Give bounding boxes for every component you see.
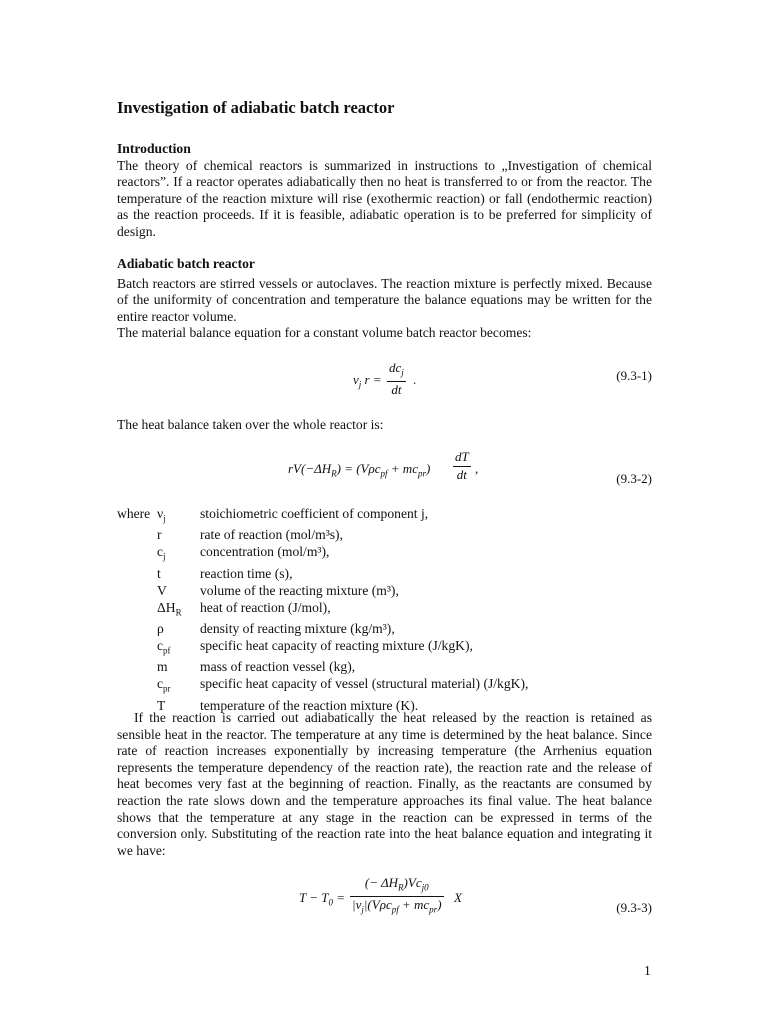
symbol-subscript: j [163,513,166,524]
symbol-subscript: pf [163,645,171,656]
definition-symbol [157,566,200,583]
definitions-list [117,506,528,715]
eq1-denominator: dt [391,382,402,398]
symbol-text: t [157,565,161,581]
definition-description: temperature of the reaction mixture (K). [200,697,419,713]
where-label: where [117,506,151,521]
symbol-text: c [157,676,164,692]
adiabatic-batch-section [117,256,652,342]
page-number: 1 [644,963,651,978]
symbol-text: m [157,659,168,675]
definition-description: density of reacting mixture (kg/m³), [200,620,395,636]
symbol-text: c [157,544,164,560]
page-title: Investigation of adiabatic batch reactor [117,98,395,117]
definition-symbol [157,600,200,621]
definition-row [117,544,528,565]
equation-9-3-1 [117,358,652,398]
definition-row [117,527,528,544]
introduction-heading: Introduction [117,141,191,156]
definition-description: concentration (mol/m³), [200,544,330,560]
where-label [117,544,157,565]
definition-symbol [157,676,200,697]
symbol-subscript: pr [163,683,171,694]
where-label [117,583,157,600]
definition-description: reaction time (s), [200,565,293,581]
definition-row [117,638,528,659]
definition-description: rate of reaction (mol/m³s), [200,527,343,543]
definition-row [117,621,528,638]
eq1-tail: . [413,372,417,387]
introduction-section [117,141,652,241]
definition-description: mass of reaction vessel (kg), [200,659,356,675]
equation-number-9-3-1: (9.3-1) [616,368,652,383]
definition-description: volume of the reacting mixture (m³), [200,582,399,598]
symbol-subscript: j [163,552,166,563]
definition-symbol [157,621,200,638]
definition-symbol [157,544,200,565]
symbol-subscript: R [175,607,182,618]
definition-symbol [157,583,200,600]
definition-row [117,566,528,583]
definition-symbol [157,527,200,544]
symbol-text: c [157,637,164,653]
eq1-numerator-sub: j [401,367,404,378]
definition-row [117,600,528,621]
eq1-lhs-tail: r = [364,372,382,387]
definition-symbol [157,659,200,676]
eq1-numerator: dc [389,360,402,375]
where-label [117,676,157,697]
symbol-text: V [157,582,167,598]
definition-row [117,506,528,527]
where-label [117,659,157,676]
definition-symbol [157,638,200,659]
definition-description: specific heat capacity of vessel (structural material) (J/kgK), [200,676,529,692]
eq3-fraction: (− $\Delta H_R)Vc_{j0}$ $|\nu_j|(V\rho c_{pf} + mc_{pr})$ [352,875,442,915]
equation-number-9-3-3: (9.3-3) [616,900,652,915]
equation-number-9-3-2: (9.3-2) [616,471,652,486]
introduction-text: The theory of chemical reactors is summarized in instructions to „Investigation of chemical reactors”. If a reactor operates adiabatically then no heat is transferred to or from the reactor. The temperature of the reaction mixture will rise (exothermic reaction) or fall (endothermic reaction) as the reaction proceeds. If it is feasible, adiabatic operation is to be preferred for simplicity of design. [117,157,652,239]
eq2-fraction: $\frac{dT}{dt}$ [455,449,469,482]
definition-row [117,583,528,600]
eq1-fraction [387,360,406,399]
eq1-lhs-sub: j [358,379,362,390]
definition-description: heat of reaction (J/mol), [200,599,331,615]
where-label [117,527,157,544]
symbol-text: r [157,527,162,543]
symbol-text: ν [157,506,164,521]
definition-description: specific heat capacity of reacting mixture (J/kgK), [200,637,473,653]
where-label [117,621,157,638]
where-label [117,638,157,659]
adiabatic-batch-text: Batch reactors are stirred vessels or autoclaves. The reaction mixture is perfectly mixed. Because of the uniformity of concentration and temperature the balance equations may be written for the entire reactor volume. [117,275,652,324]
where-label [117,566,157,583]
equation-9-3-2: $rV(-\Delta H_R) = (V\rho c_{pf} + mc_{pr})$ $\frac{dT}{dt}$ , (9.3-2) [288,449,652,486]
definition-symbol [157,506,200,527]
where-label [117,600,157,621]
eq1-lhs: ν [353,372,359,387]
definition-description: stoichiometric coefficient of component j, [200,506,429,521]
definition-row [117,659,528,676]
symbol-text: T [157,697,166,713]
definition-row [117,676,528,697]
definitions-table [117,506,528,715]
equation-9-3-3: $T - T_0$ = (− $\Delta H_R)Vc_{j0}$ $|\nu_j|(V\rho c_{pf} + mc_{pr})$ X (9.3-3) [117,875,652,929]
adiabatic-batch-heading: Adiabatic batch reactor [117,256,255,271]
material-balance-text: The material balance equation for a constant volume batch reactor becomes: [117,325,532,341]
symbol-text: ρ [157,620,164,636]
adiabatic-explanation-paragraph: If the reaction is carried out adiabatically the heat released by the reaction is retained as sensible heat in the reactor. The temperature at any time is determined by the heat balance. Since rate of reaction increases exponentially by increasing temperature (the Arrhenius equation represents the temperature dependency of the reaction rate), the reaction rate and the release of heat becomes very fast at the beginning of reaction. Finally, as the reactants are consumed by reaction the rate slows down and the temperature approaches its final value. The heat balance shows that the temperature at any stage in the reaction can be expressed in terms of the conversion only. Substituting of the reaction rate into the heat balance equation and integrating it we have: [117,710,652,858]
heat-balance-text: The heat balance taken over the whole reactor is: [117,417,384,432]
symbol-text: ΔH [157,599,176,615]
